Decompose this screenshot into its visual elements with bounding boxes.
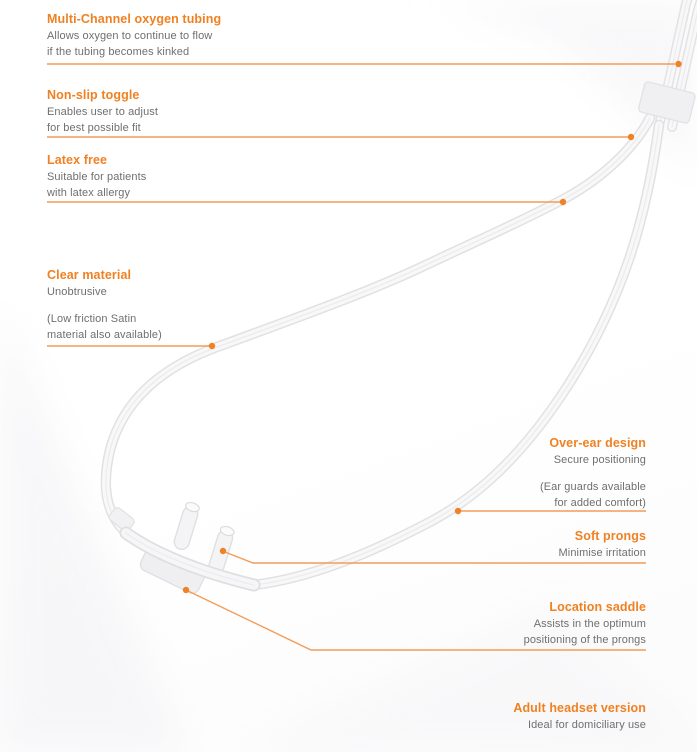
- leader-dot-latex-free: [560, 199, 566, 205]
- annotation-title: Multi-Channel oxygen tubing: [47, 12, 222, 26]
- annotation-title: Non-slip toggle: [47, 88, 140, 102]
- annotation-title: Clear material: [47, 268, 132, 282]
- annotation-line: material also available): [47, 329, 162, 341]
- leader-dot-location-saddle: [183, 587, 189, 593]
- annotation-title: Location saddle: [549, 600, 646, 614]
- annotation-multi-channel: [47, 11, 221, 60]
- annotation-line: (Low friction Satin: [47, 313, 137, 325]
- annotation-line: Suitable for patients: [47, 171, 147, 183]
- annotation-title: Soft prongs: [574, 529, 646, 543]
- annotation-location-saddle: [524, 599, 646, 648]
- oxygen-tubing-right-loop: [254, 125, 659, 585]
- annotation-line: Assists in the optimum: [533, 618, 646, 630]
- annotation-line: Minimise irritation: [558, 547, 646, 559]
- annotation-soft-prongs: [559, 528, 646, 561]
- annotation-line: for added comfort): [554, 497, 646, 509]
- annotation-line: Allows oxygen to continue to flow: [47, 30, 213, 42]
- annotation-line: Enables user to adjust: [47, 106, 159, 118]
- annotation-line: Secure positioning: [553, 454, 646, 466]
- soft-prong-left: [172, 501, 200, 551]
- annotation-line: if the tubing becomes kinked: [47, 46, 190, 58]
- leader-dot-over-ear: [455, 508, 461, 514]
- annotation-line: for best possible fit: [47, 122, 141, 134]
- annotation-adult-headset: [513, 700, 646, 733]
- annotation-line: Ideal for domiciliary use: [527, 719, 646, 731]
- annotation-clear-material: [47, 267, 162, 343]
- annotation-line: (Ear guards available: [539, 481, 646, 493]
- leader-dot-multi-channel: [675, 61, 681, 67]
- annotation-title: Latex free: [47, 153, 108, 167]
- annotation-line: Unobtrusive: [47, 286, 107, 298]
- annotation-non-slip-toggle: [47, 87, 158, 136]
- leader-dot-clear-material: [209, 343, 215, 349]
- annotation-title: Over-ear design: [549, 436, 646, 450]
- annotation-line: positioning of the prongs: [523, 634, 646, 646]
- annotation-latex-free: [47, 152, 146, 201]
- leader-dot-non-slip-toggle: [628, 134, 634, 140]
- annotation-line: with latex allergy: [47, 187, 131, 199]
- leader-dot-soft-prongs: [220, 548, 226, 554]
- annotation-over-ear-design: [540, 435, 646, 511]
- annotation-title: Adult headset version: [513, 701, 646, 715]
